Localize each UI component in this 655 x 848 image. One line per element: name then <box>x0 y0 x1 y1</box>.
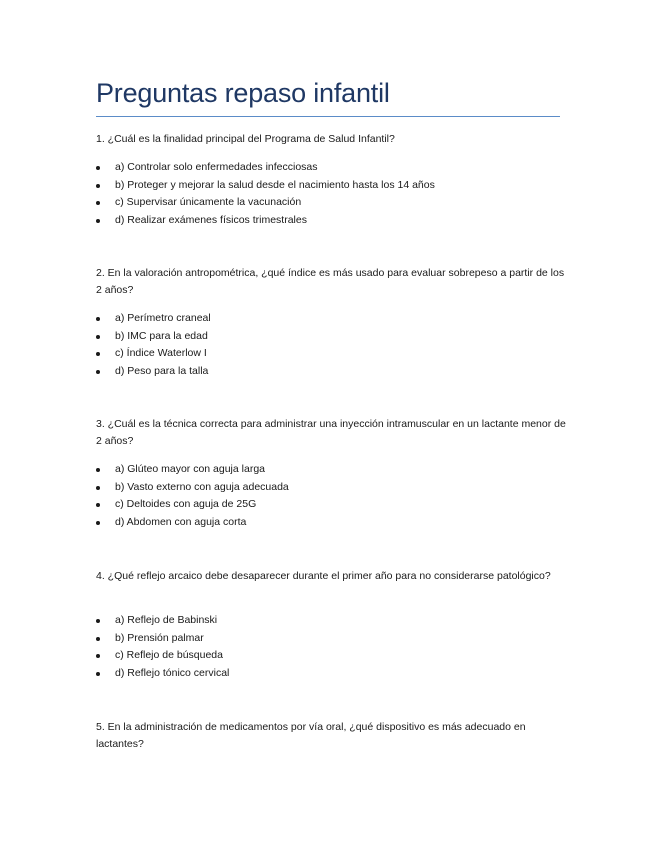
option-label: d) Realizar exámenes físicos trimestrales <box>115 213 307 226</box>
option-item <box>96 479 566 497</box>
option-item <box>96 328 566 346</box>
option-label: d) Peso para la talla <box>115 364 209 377</box>
bullet-icon <box>96 335 100 339</box>
option-item <box>96 310 566 328</box>
option-label: b) Proteger y mejorar la salud desde el nacimiento hasta los 14 años <box>115 178 435 191</box>
option-label: d) Reflejo tónico cervical <box>115 666 230 679</box>
option-item <box>96 345 566 363</box>
question-5-text: 5. En la administración de medicamentos por vía oral, ¿qué dispositivo es más adecuado en lactantes? <box>96 721 526 750</box>
option-item <box>96 461 566 479</box>
question-2-text: 2. En la valoración antropométrica, ¿qué índice es más usado para evaluar sobrepeso a partir de los 2 años? <box>96 267 565 296</box>
bullet-icon <box>96 503 100 507</box>
option-item <box>96 212 566 230</box>
option-item <box>96 177 566 195</box>
option-label: c) Supervisar únicamente la vacunación <box>115 196 302 209</box>
bullet-icon <box>96 654 100 658</box>
option-item <box>96 496 566 514</box>
option-item <box>96 194 566 212</box>
bullet-icon <box>96 184 100 188</box>
option-item <box>96 612 566 630</box>
bullet-icon <box>96 521 100 525</box>
title-underline <box>96 116 560 117</box>
option-label: a) Reflejo de Babinski <box>115 614 218 626</box>
option-label: a) Glúteo mayor con aguja larga <box>115 463 265 475</box>
option-item <box>96 665 566 683</box>
option-item <box>96 159 566 177</box>
option-label: c) Deltoides con aguja de 25G <box>115 498 257 511</box>
question-2-options <box>96 310 566 380</box>
question-4-options <box>96 612 566 682</box>
option-label: c) Reflejo de búsqueda <box>115 649 223 662</box>
option-label: a) Controlar solo enfermedades infecciosas <box>115 161 318 173</box>
option-item <box>96 363 566 381</box>
question-3-text: 3. ¿Cuál es la técnica correcta para administrar una inyección intramuscular en un lactante menor de 2 años? <box>96 418 566 447</box>
bullet-icon <box>96 352 100 356</box>
question-1-text: 1. ¿Cuál es la finalidad principal del Programa de Salud Infantil? <box>96 133 395 145</box>
bullet-icon <box>96 317 100 321</box>
bullet-icon <box>96 619 100 623</box>
bullet-icon <box>96 370 100 374</box>
option-label: c) Índice Waterlow I <box>115 347 207 360</box>
option-label: a) Perímetro craneal <box>115 312 211 324</box>
bullet-icon <box>96 201 100 205</box>
bullet-icon <box>96 486 100 490</box>
question-3-options <box>96 461 566 531</box>
bullet-icon <box>96 672 100 676</box>
option-item <box>96 630 566 648</box>
bullet-icon <box>96 219 100 223</box>
question-1-options <box>96 159 566 229</box>
option-label: b) Prensión palmar <box>115 631 204 644</box>
bullet-icon <box>96 637 100 641</box>
document-title: Preguntas repaso infantil <box>96 78 390 108</box>
option-item <box>96 514 566 532</box>
option-label: b) Vasto externo con aguja adecuada <box>115 480 289 493</box>
bullet-icon <box>96 166 100 170</box>
option-item <box>96 647 566 665</box>
question-4-text: 4. ¿Qué reflejo arcaico debe desaparecer durante el primer año para no considerarse patológico? <box>96 570 551 582</box>
bullet-icon <box>96 468 100 472</box>
option-label: d) Abdomen con aguja corta <box>115 515 247 528</box>
option-label: b) IMC para la edad <box>115 329 208 342</box>
